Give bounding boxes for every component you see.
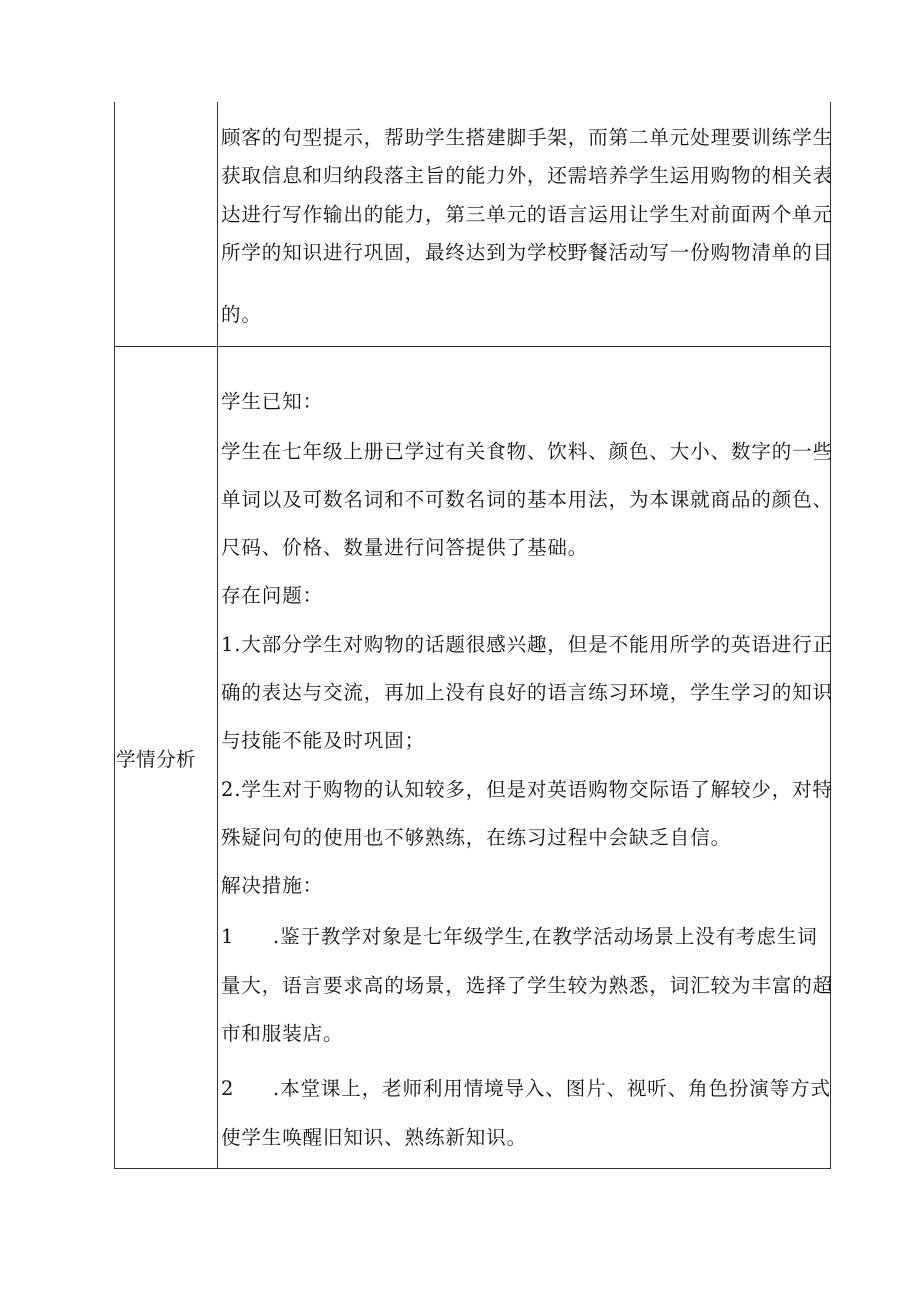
table-bottom-border <box>114 1168 831 1169</box>
row-label: 学情分析 <box>116 748 197 771</box>
row-content-cell <box>218 102 834 346</box>
row-label-cell <box>114 102 217 346</box>
paragraph-line: 达进行写作输出的能力，第三单元的语言运用让学生对前面两个单元 <box>221 203 834 226</box>
paragraph-line: 的。 <box>221 303 262 326</box>
solution-number: 2 <box>221 1077 235 1100</box>
paragraph-line: 2.学生对于购物的认知较多，但是对英语购物交际语了解较少，对特 <box>221 778 834 801</box>
table-row <box>114 347 834 1168</box>
paragraph-line: 量大，语言要求高的场景，选择了学生较为熟悉，词汇较为丰富的超 <box>221 974 834 997</box>
solution-text: .鉴于教学对象是七年级学生,在教学活动场景上没有考虑生词 <box>273 925 818 948</box>
section-heading-solutions: 解决措施： <box>221 874 324 897</box>
row-label-cell <box>114 347 217 1168</box>
solution-number: 1 <box>221 925 235 948</box>
section-heading-known: 学生已知： <box>221 390 324 413</box>
paragraph-line: 所学的知识进行巩固，最终达到为学校野餐活动写一份购物清单的目 <box>221 241 834 264</box>
solution-item-2 <box>221 1070 831 1108</box>
paragraph-line: 市和服装店。 <box>221 1022 344 1045</box>
paragraph-line: 确的表达与交流，再加上没有良好的语言练习环境，学生学习的知识 <box>221 681 834 704</box>
paragraph-line: 殊疑问句的使用也不够熟练，在练习过程中会缺乏自信。 <box>221 826 732 849</box>
paragraph-line: 学生在七年级上册已学过有关食物、饮料、颜色、大小、数字的一些 <box>221 440 834 463</box>
table-row <box>114 102 834 346</box>
paragraph-line: 获取信息和归纳段落主旨的能力外，还需培养学生运用购物的相关表 <box>221 164 834 187</box>
paragraph-line: 尺码、价格、数量进行问答提供了基础。 <box>221 536 589 559</box>
solution-text: .本堂课上，老师利用情境导入、图片、视听、角色扮演等方式 <box>273 1077 831 1100</box>
paragraph-line: 与技能不能及时巩固； <box>221 729 426 752</box>
paragraph-line: 1.大部分学生对购物的话题很感兴趣，但是不能用所学的英语进行正 <box>221 633 834 656</box>
paragraph-line: 使学生唤醒旧知识、熟练新知识。 <box>221 1126 528 1149</box>
paragraph-line: 顾客的句型提示，帮助学生搭建脚手架，而第二单元处理要训练学生 <box>221 126 834 149</box>
lesson-plan-table <box>114 102 834 1169</box>
solution-item-1 <box>221 918 818 956</box>
paragraph-line: 单词以及可数名词和不可数名词的基本用法，为本课就商品的颜色、 <box>221 488 834 511</box>
row-content-cell <box>218 347 834 1168</box>
section-heading-problems: 存在问题： <box>221 584 324 607</box>
